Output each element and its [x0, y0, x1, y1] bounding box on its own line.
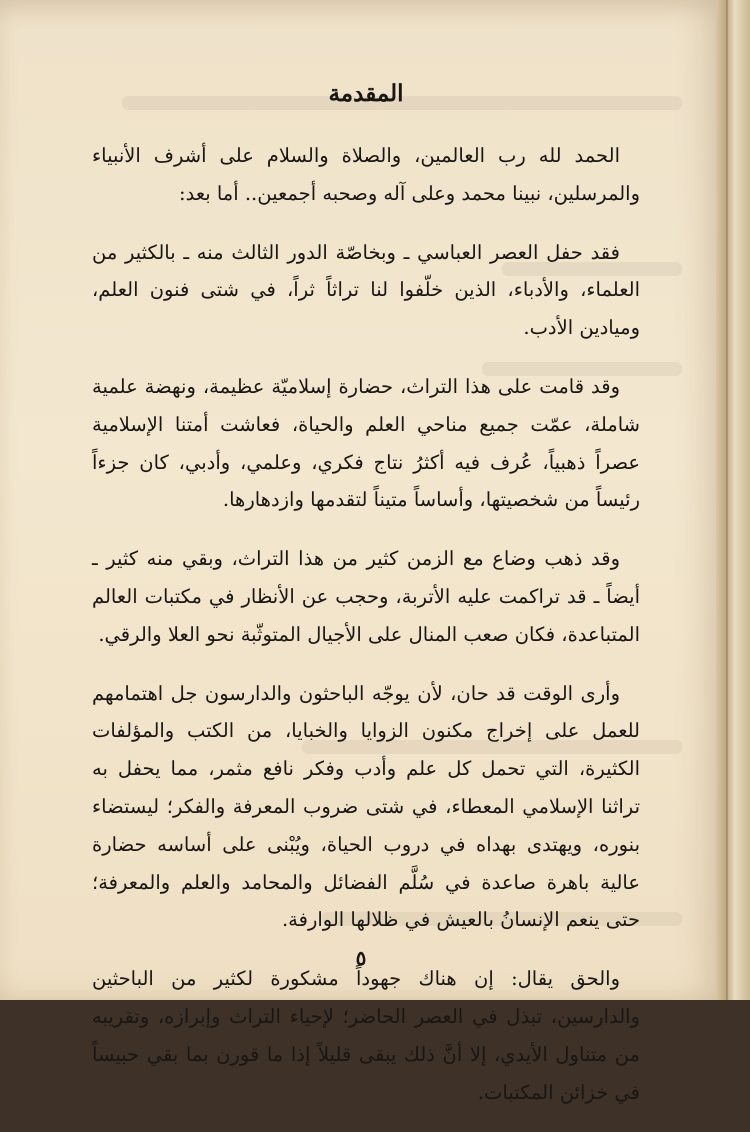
paragraph: وقد قامت على هذا التراث، حضارة إسلاميّة عظيمة، ونهضة علمية شاملة، عمّت جميع مناحي العلم والحياة، فعاشت أمتنا الإسلامية عصراً ذهبياً، عُرف فيه أكثرُ نتاج فكري، وعلمي، وأدبي، كان جزءاً رئيساً من شخصيتها، وأساساً متيناً لتقدمها وازدهارها.	[92, 374, 640, 512]
paragraph: وأرى الوقت قد حان، لأن يوجّه الباحثون والدارسون جل اهتمامهم للعمل على إخراج مكنون الزوايا والخبايا، من الكتب والمؤلفات الكثيرة، التي تحمل كل علم وأدب وفكر نافع مثمر، مما يحفل به تراثنا الإسلامي المعطاء، في شتى ضروب المعرفة والفكر؛ ليستضاء بنوره، ويهتدى بهداه في دروب الحياة، ويُبْنى على أساسه حضارة عالية باهرة صاعدة في سُلَّم الفضائل والمحامد والعلم والمعرفة؛ حتى ينعم الإنسانُ بالعيش في ظلالها الوارفة.	[92, 681, 640, 932]
paragraph: فقد حفل العصر العباسي ـ وبخاصّة الدور الثالث منه ـ بالكثير من العلماء، والأدباء، الذين خلّفوا لنا تراثاً ثراً، في شتى فنون العلم، وميادين الأدب.	[92, 240, 640, 340]
paragraph: وقد ذهب وضاع مع الزمن كثير من هذا التراث، وبقي منه كثير ـ أيضاً ـ قد تراكمت عليه الأتربة، وحجب عن الأنظار في مكتبات العالم المتباعدة، فكان صعب المنال على الأجيال المتوثّبة نحو العلا والرقي.	[92, 547, 640, 646]
page-text	[92, 80, 640, 1132]
paragraph: والحق يقال: إن هناك جهوداً مشكورة لكثير من الباحثين والدارسين، تبذل في العصر الحاضر؛ لإحياء التراث وإبرازه، وتقريبه من متناول الأيدي، إلا أنَّ ذلك يبقى قليلاً إذا ما قورن بما بقي حبيساً في خزائن المكتبات.	[92, 967, 640, 1104]
paragraph: الحمد لله رب العالمين، والصلاة والسلام على أشرف الأنبياء والمرسلين، نبينا محمد وعلى آله وصحبه أجمعين.. أما بعد:	[92, 144, 640, 205]
page-title: المقدمة	[328, 80, 404, 107]
book-page-edge	[716, 0, 750, 1000]
page-number: ٥	[355, 946, 367, 970]
